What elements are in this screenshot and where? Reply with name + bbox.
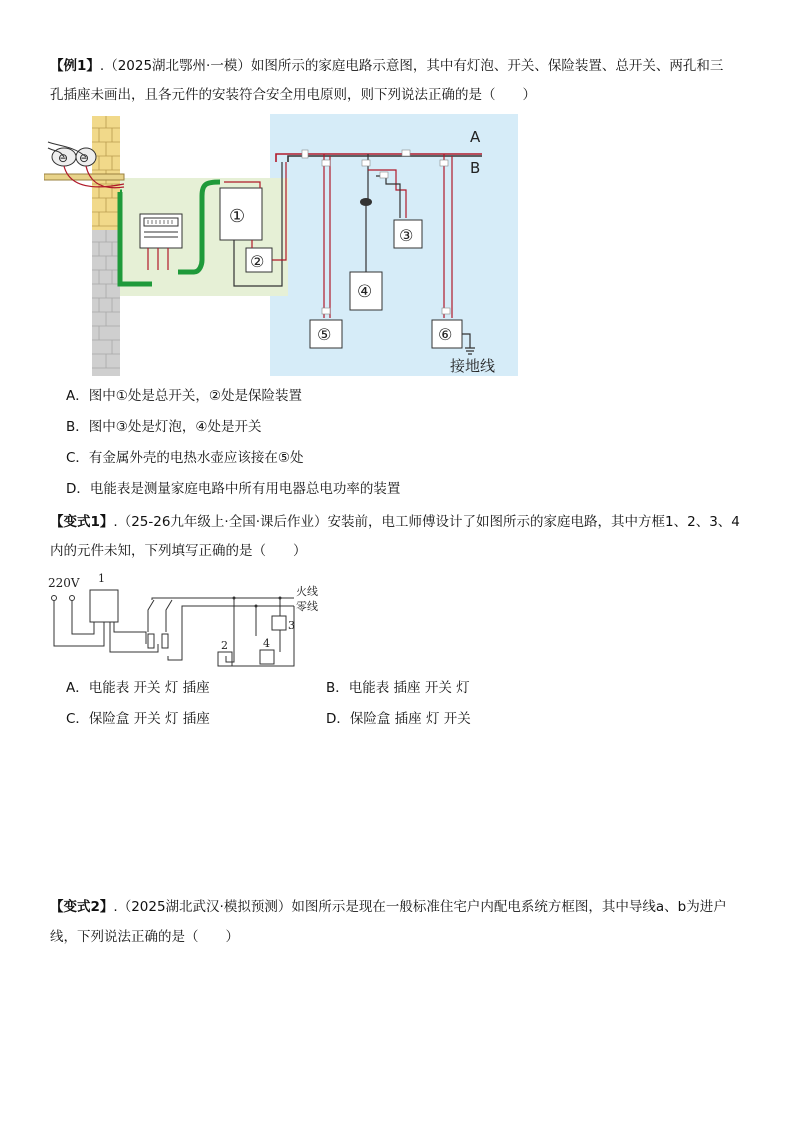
example1-circuit-figure [44, 112, 522, 380]
box-2 [218, 652, 232, 666]
example1-option-d: D．电能表是测量家庭电路中所有用电器总电功率的装置 [66, 481, 401, 497]
box-1-label: ① [229, 206, 246, 227]
example1-source: .（2025湖北鄂州·一模） [99, 58, 251, 74]
energy-meter [140, 214, 182, 248]
variant1-option-d: D．保险盒 插座 灯 开关 [326, 711, 471, 727]
svg-text:⊖: ⊖ [79, 151, 90, 165]
variant2-question-line2: 线，下列说法正确的是（ ） [50, 929, 239, 945]
line-b-label: B [470, 159, 481, 177]
variant1-option-c: C．保险盒 开关 灯 插座 [66, 711, 210, 727]
variant1-tag: 【变式1】 [50, 514, 114, 530]
variant2-source: .（2025湖北武汉·模拟预测） [113, 899, 292, 915]
box-5-label: ⑤ [317, 325, 332, 344]
variant1-text-line1: 安装前，电工师傅设计了如图所示的家庭电路，其中方框1、2、3、4 [327, 514, 740, 530]
variant1-question-line2: 内的元件未知，下列填写正确的是（ ） [50, 543, 307, 559]
box3-number: 3 [288, 619, 295, 632]
box4-number: 4 [263, 637, 270, 650]
box-6-label: ⑥ [438, 325, 453, 344]
lamp [360, 198, 372, 206]
box-4 [260, 650, 274, 664]
box-3 [272, 616, 286, 630]
example1-option-b: B．图中③处是灯泡，④处是开关 [66, 419, 262, 435]
example1-option-c: C．有金属外壳的电热水壶应该接在⑤处 [66, 450, 304, 466]
ground-label: 接地线 [450, 357, 496, 375]
variant1-circuit-figure [44, 570, 334, 670]
variant2-tag: 【变式2】 [50, 899, 114, 915]
variant2-text-line1: 如图所示是现在一般标准住宅户内配电系统方框图，其中导线a、b为进户 [291, 899, 727, 915]
variant1-source: .（25-26九年级上·全国·课后作业） [113, 514, 328, 530]
fuse-left [148, 634, 154, 648]
live-label: 火线 [296, 585, 318, 598]
variant1-option-a: A．电能表 开关 灯 插座 [66, 680, 210, 696]
box-2-label: ② [250, 252, 265, 271]
example1-text-line1: 如图所示的家庭电路示意图，其中有灯泡、开关、保险装置、总开关、两孔和三 [250, 58, 724, 74]
voltage-label: 220V [48, 576, 80, 590]
variant1-question-line1 [50, 512, 740, 532]
example1-option-a: A．图中①处是总开关，②处是保险装置 [66, 388, 302, 404]
box-4-label: ④ [357, 282, 373, 302]
variant1-option-b: B．电能表 插座 开关 灯 [326, 680, 470, 696]
neutral-label: 零线 [296, 600, 318, 613]
box-1 [90, 590, 118, 622]
variant2-question-line1 [50, 897, 727, 917]
box1-number: 1 [98, 572, 105, 585]
example1-question-line2: 孔插座未画出，且各元件的安装符合安全用电原则，则下列说法正确的是（ ） [50, 87, 536, 103]
box2-number: 2 [221, 639, 228, 652]
fuse-right [162, 634, 168, 648]
example1-tag: 【例1】 [50, 58, 100, 74]
svg-text:⊖: ⊖ [58, 151, 69, 165]
box-3-label: ③ [399, 226, 414, 245]
line-a-label: A [470, 128, 481, 146]
example1-question-line1 [50, 56, 723, 76]
